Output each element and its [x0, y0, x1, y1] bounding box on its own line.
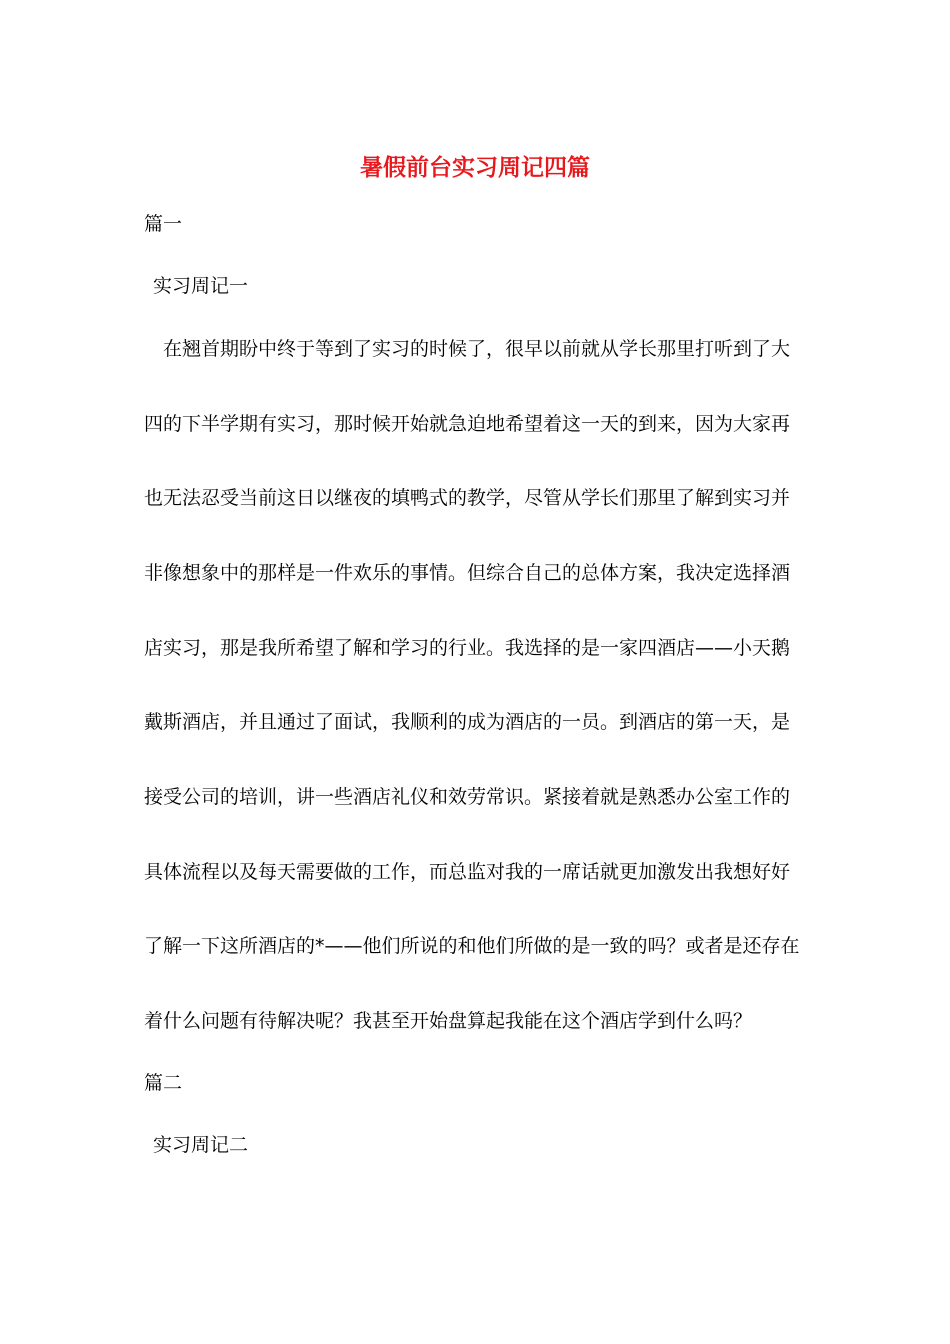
paragraph-line: 四的下半学期有实习，那时候开始就急迫地希望着这一天的到来，因为大家再 — [144, 413, 791, 435]
paragraph-line: 了解一下这所酒店的*——他们所说的和他们所做的是一致的吗？或者是还存在 — [144, 935, 800, 957]
section-subheading-1: 实习周记一 — [153, 275, 249, 297]
section-subheading-2: 实习周记二 — [153, 1134, 249, 1156]
paragraph-line: 具体流程以及每天需要做的工作，而总监对我的一席话就更加激发出我想好好 — [144, 861, 791, 883]
paragraph-line: 店实习，那是我所希望了解和学习的行业。我选择的是一家四酒店——小天鹅 — [144, 637, 791, 659]
paragraph-line: 着什么问题有待解决呢？我甚至开始盘算起我能在这个酒店学到什么吗？ — [144, 1010, 753, 1032]
paragraph-line: 非像想象中的那样是一件欢乐的事情。但综合自己的总体方案，我决定选择酒 — [144, 562, 791, 584]
section-heading-1: 篇一 — [144, 213, 183, 235]
paragraph-line: 戴斯酒店，并且通过了面试，我顺利的成为酒店的一员。到酒店的第一天，是 — [144, 711, 791, 733]
paragraph-line: 接受公司的培训，讲一些酒店礼仪和效劳常识。紧接着就是熟悉办公室工作的 — [144, 786, 791, 808]
paragraph-line: 在翘首期盼中终于等到了实习的时候了，很早以前就从学长那里打听到了大 — [163, 338, 791, 360]
paragraph-line: 也无法忍受当前这日以继夜的填鸭式的教学，尽管从学长们那里了解到实习并 — [144, 487, 791, 509]
section-heading-2: 篇二 — [144, 1072, 183, 1094]
document-title: 暑假前台实习周记四篇 — [360, 154, 590, 181]
